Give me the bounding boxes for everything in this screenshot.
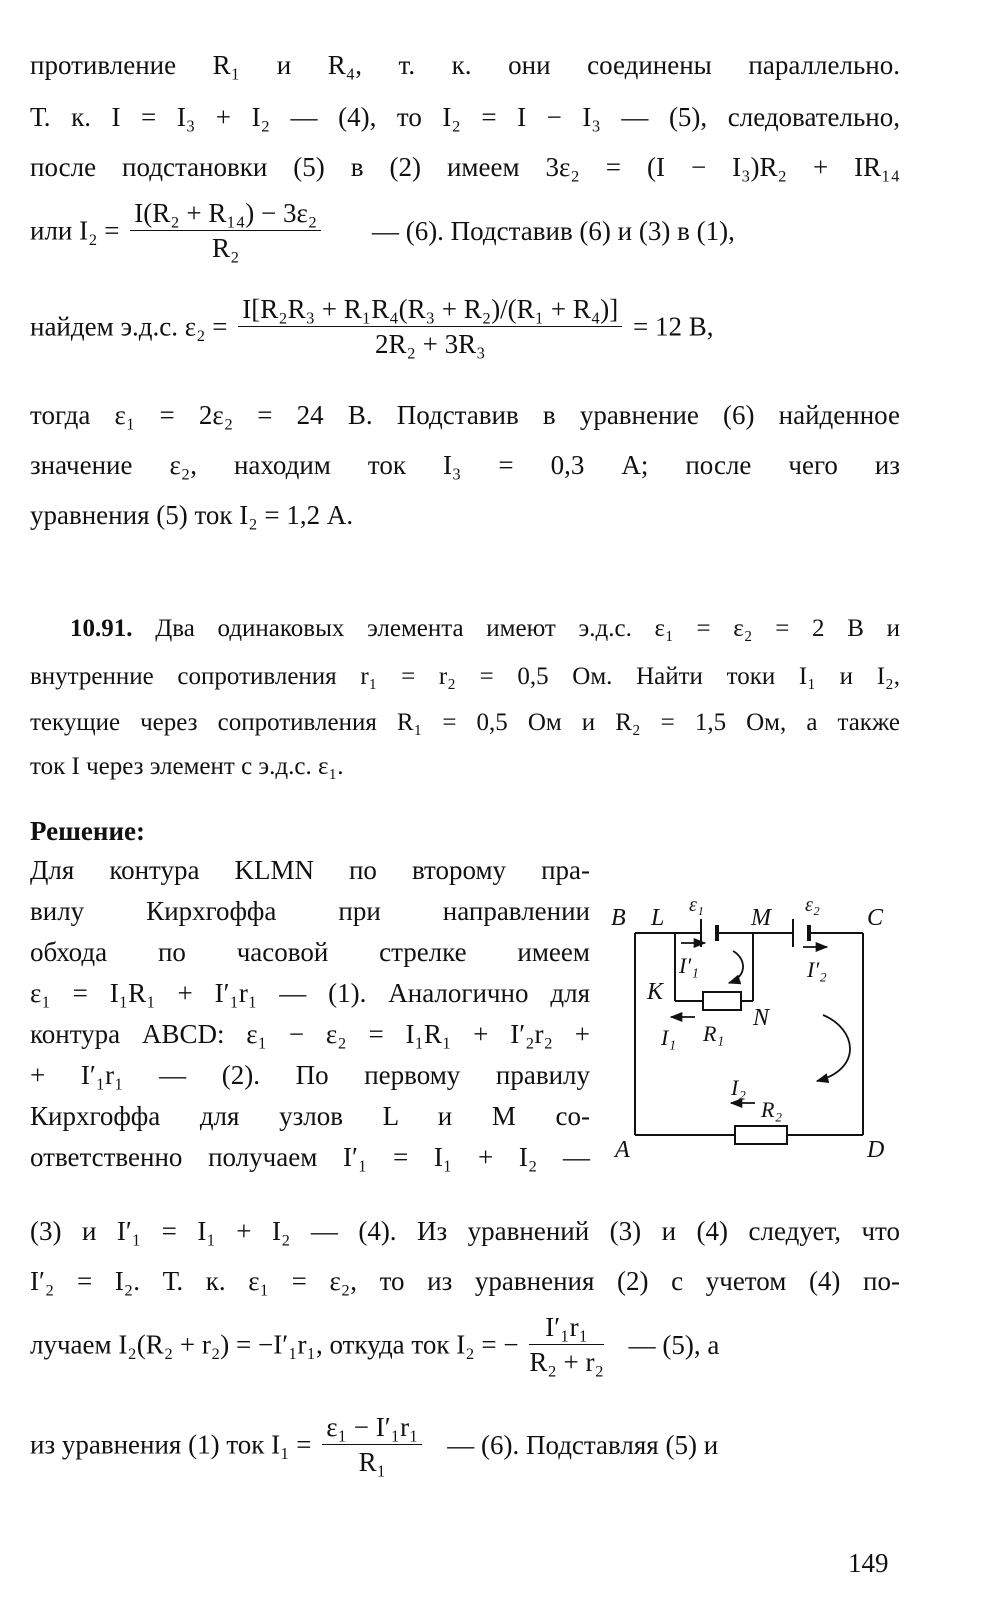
formula-suffix: — (5), а [628,1329,720,1360]
formula-line [30,292,900,372]
text-line: значение ε₂, находим ток I₃ = 0,3 А; после чего из [30,450,900,480]
label-i2-prime: I′₂ [807,957,827,982]
formula-line [30,1310,900,1390]
label-a: A [615,1137,630,1163]
formula-prefix: или I₂ = [30,215,120,246]
text-line: Для контура KLMN по второму пра- [30,855,590,885]
text-line: после подстановки (5) в (2) имеем 3ε₂ = (I − I₃)R₂ + IR₁₄ [30,152,900,182]
text-line: ответственно получаем I′₁ = I₁ + I₂ — [30,1142,590,1172]
solution-title: Решение: [30,816,145,846]
fraction-numerator: I′₁r₁ [529,1310,604,1345]
resistor-r2 [735,1126,787,1144]
resistor-r1 [703,992,741,1010]
problem-line [30,612,900,646]
fraction-numerator: ε₁ − I′₁r₁ [322,1410,422,1445]
text-line: обхода по часовой стрелке имеем [30,937,590,967]
text-line: вилу Кирхгоффа при направлении [30,896,590,926]
fraction-denominator: 2R₂ + 3R₃ [374,329,486,359]
formula-suffix: — (6). Подставляя (5) и [447,1429,719,1460]
fraction-denominator: R₂ [212,233,240,263]
fraction-denominator: R₂ + r₂ [529,1347,604,1377]
formula-line [30,1410,900,1490]
label-m: M [751,905,771,931]
text-line: Т. к. I = I₃ + I₂ — (4), то I₂ = I − I₃ — (5), следовательно, [30,102,900,132]
text-line: + I′₁r₁ — (2). По первому правилу [30,1060,590,1090]
problem-number: 10.91. [70,615,133,642]
text-line: ε₁ = I₁R₁ + I′₁r₁ — (1). Аналогично для [30,978,590,1008]
label-i1-prime: I′₁ [679,953,699,978]
problem-text: Два одинаковых элемента имеют э.д.с. ε₁ = ε₂ = 2 В и [155,615,900,642]
battery-e2 [793,919,809,947]
label-e2: ε₂ [805,894,820,916]
solution-column [30,850,590,1178]
formula-prefix: найдем э.д.с. ε₂ = [30,311,228,342]
circuit-diagram [605,885,905,1165]
label-b: B [611,905,626,931]
problem-line: текущие через сопротивления R₁ = 0,5 Ом и R₂ = 1,5 Ом, а также [30,709,900,736]
text-line: Кирхгоффа для узлов L и M со- [30,1101,590,1131]
label-r1: R₁ [703,1021,725,1046]
text-line: уравнения (5) ток I₂ = 1,2 А. [30,500,354,530]
label-r2: R₂ [761,1097,783,1122]
fraction [529,1310,604,1379]
formula-prefix: лучаем I₂(R₂ + r₂) = −I′₁r₁, откуда ток I₂ = − [30,1329,519,1360]
label-n: N [753,1005,770,1031]
fraction-numerator: I[R₂R₃ + R₁R₄(R₃ + R₂)/(R₁ + R₄)] [238,292,622,327]
fraction [238,292,622,361]
fraction [322,1410,422,1479]
label-k: K [647,979,664,1005]
page-number: 149 [848,1548,889,1578]
text-line: контура ABCD: ε₁ − ε₂ = I₁R₁ + I′₂r₂ + [30,1019,590,1049]
formula-suffix: = 12 В, [632,311,714,342]
label-c: C [867,905,884,931]
fraction-denominator: R₁ [358,1447,387,1477]
text-line: тогда ε₁ = 2ε₂ = 24 В. Подставив в уравнение (6) найденное [30,400,900,430]
label-d: D [867,1137,885,1163]
formula-prefix: из уравнения (1) ток I₁ = [30,1429,312,1460]
problem-line: внутренние сопротивления r₁ = r₂ = 0,5 Ом. Найти токи I₁ и I₂, [30,663,900,690]
label-i1: I₁ [661,1025,676,1050]
text-line: противление R₁ и R₄, т. к. они соединены параллельно. [30,50,900,80]
text-line: I′₂ = I₂. Т. к. ε₁ = ε₂, то из уравнения (2) с учетом (4) по- [30,1266,900,1296]
formula-suffix: — (6). Подставив (6) и (3) в (1), [371,215,735,246]
fraction [130,196,321,265]
problem-line: ток I через элемент с э.д.с. ε₁. [30,753,344,780]
formula-line [30,196,900,276]
label-e1: ε₁ [689,894,704,916]
fraction-numerator: I(R₂ + R₁₄) − 3ε₂ [130,196,321,231]
label-i2: I₂ [731,1075,746,1100]
text-line: (3) и I′₁ = I₁ + I₂ — (4). Из уравнений (3) и (4) следует, что [30,1216,900,1246]
label-l: L [651,905,665,931]
